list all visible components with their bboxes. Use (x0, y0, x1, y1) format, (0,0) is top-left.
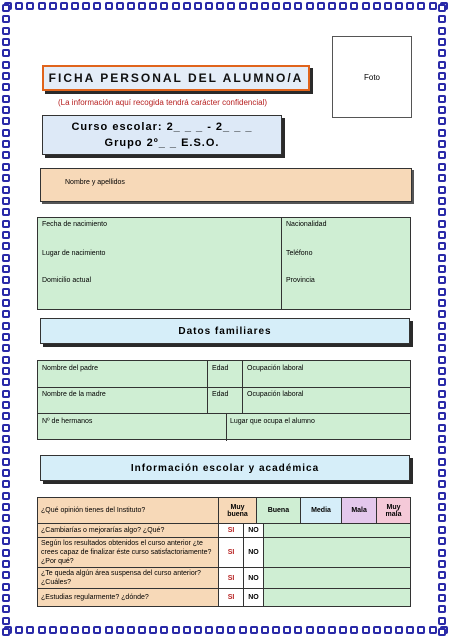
ring-mark (2, 492, 10, 500)
answer-field[interactable] (264, 524, 411, 538)
birth-place-field[interactable]: Lugar de nacimiento (42, 250, 106, 257)
ring-mark (2, 412, 10, 420)
ring-mark (216, 626, 224, 634)
ring-mark (26, 626, 34, 634)
confidential-note: (La información aquí recogida tendrá carácter confidencial) (58, 98, 268, 107)
ring-mark (438, 492, 446, 500)
family-data-box (37, 360, 411, 440)
ring-mark (2, 117, 10, 125)
ring-mark (438, 367, 446, 375)
ring-mark (82, 2, 90, 10)
ring-mark (60, 2, 68, 10)
ring-mark (438, 174, 446, 182)
question-finish-course: Según los resultados obtenidos el curso anterior ¿te crees capaz de finalizar éste curso satisfactoriamente? ¿Por qué? (38, 538, 219, 568)
ring-mark (15, 2, 23, 10)
ring-mark (438, 242, 446, 250)
yes-option[interactable]: SI (219, 589, 244, 607)
ring-mark (406, 626, 414, 634)
answer-field[interactable] (264, 589, 411, 607)
ring-mark (2, 514, 10, 522)
course-group: Grupo 2º_ _ E.S.O. (104, 137, 220, 149)
ring-mark (339, 626, 347, 634)
ring-mark (438, 288, 446, 296)
ring-mark (105, 626, 113, 634)
ring-mark (438, 220, 446, 228)
ring-mark (294, 626, 302, 634)
ring-mark (438, 163, 446, 171)
ring-mark (172, 2, 180, 10)
ring-mark (26, 2, 34, 10)
ring-mark (339, 2, 347, 10)
column-divider (207, 361, 208, 413)
ring-mark (2, 594, 10, 602)
ring-mark (438, 322, 446, 330)
ring-mark (438, 458, 446, 466)
ring-mark (160, 626, 168, 634)
ring-mark (438, 61, 446, 69)
option-buena[interactable]: Buena (257, 498, 301, 524)
ring-mark (116, 626, 124, 634)
ring-mark (2, 197, 10, 205)
ring-mark (2, 106, 10, 114)
ring-mark (2, 526, 10, 534)
row-divider (38, 387, 410, 388)
ring-mark (417, 2, 425, 10)
ring-mark (2, 469, 10, 477)
ring-mark (2, 15, 10, 23)
ring-mark (116, 2, 124, 10)
ring-mark (261, 2, 269, 10)
ring-mark (438, 469, 446, 477)
ring-mark (183, 2, 191, 10)
ring-mark (438, 15, 446, 23)
option-media[interactable]: Media (300, 498, 341, 524)
ring-mark (395, 2, 403, 10)
option-mala[interactable]: Mala (342, 498, 377, 524)
ring-mark (438, 197, 446, 205)
ring-mark (438, 583, 446, 591)
ring-mark (328, 626, 336, 634)
ring-mark (38, 2, 46, 10)
ring-mark (2, 571, 10, 579)
personal-data-box (37, 217, 411, 310)
column-divider (242, 361, 243, 413)
ring-mark (438, 117, 446, 125)
yes-option[interactable]: SI (219, 538, 244, 568)
ring-mark (272, 2, 280, 10)
ring-mark (2, 356, 10, 364)
ring-mark (2, 480, 10, 488)
ring-mark (2, 424, 10, 432)
ring-mark (438, 390, 446, 398)
ring-mark (438, 151, 446, 159)
ring-mark (138, 626, 146, 634)
question-opinion: ¿Qué opinión tienes del Instituto? (38, 498, 219, 524)
ring-mark (438, 27, 446, 35)
ring-mark (160, 2, 168, 10)
left-ring-border (2, 0, 14, 640)
question-failed-subjects: ¿Te queda algún área suspensa del curso anterior? ¿Cuáles? (38, 568, 219, 589)
ring-mark (306, 2, 314, 10)
ring-mark (49, 2, 57, 10)
ring-mark (438, 424, 446, 432)
answer-field[interactable] (264, 568, 411, 589)
ring-mark (2, 61, 10, 69)
father-job-field[interactable]: Ocupación laboral (247, 365, 304, 372)
ring-mark (429, 626, 437, 634)
ring-mark (438, 254, 446, 262)
ring-mark (438, 435, 446, 443)
ring-mark (2, 537, 10, 545)
table-row (38, 568, 411, 589)
ring-mark (294, 2, 302, 10)
ring-mark (2, 129, 10, 137)
ring-mark (438, 356, 446, 364)
ring-mark (438, 378, 446, 386)
school-header: Información escolar y académica (40, 455, 410, 481)
column-divider (281, 218, 282, 309)
ring-mark (438, 571, 446, 579)
ring-mark (71, 2, 79, 10)
ring-mark (438, 310, 446, 318)
ring-mark (149, 626, 157, 634)
ring-mark (350, 626, 358, 634)
name-field[interactable] (40, 168, 412, 202)
ring-mark (2, 310, 10, 318)
table-row (38, 524, 411, 538)
answer-field[interactable] (264, 538, 411, 568)
ring-mark (2, 333, 10, 341)
ring-mark (250, 626, 258, 634)
birth-date-field[interactable]: Fecha de nacimiento (42, 221, 107, 228)
ring-mark (283, 626, 291, 634)
ring-mark (138, 2, 146, 10)
ring-mark (438, 344, 446, 352)
ring-mark (438, 514, 446, 522)
ring-mark (384, 2, 392, 10)
ring-mark (60, 626, 68, 634)
ring-mark (105, 2, 113, 10)
row-divider (38, 413, 410, 414)
ring-mark (373, 2, 381, 10)
ring-mark (149, 2, 157, 10)
ring-mark (438, 560, 446, 568)
mother-name-field[interactable]: Nombre de la madre (42, 391, 106, 398)
no-option[interactable]: NO (244, 568, 264, 589)
ring-mark (2, 49, 10, 57)
ring-mark (350, 2, 358, 10)
ring-mark (417, 626, 425, 634)
ring-mark (438, 605, 446, 613)
ring-mark (438, 265, 446, 273)
course-box (42, 115, 282, 155)
ring-mark (2, 254, 10, 262)
yes-no-questions-table (37, 523, 411, 607)
ring-mark (2, 344, 10, 352)
name-label: Nombre y apellidos (65, 179, 125, 186)
ring-mark (2, 276, 10, 284)
column-divider (226, 413, 227, 441)
ring-mark (384, 626, 392, 634)
mother-age-field[interactable]: Edad (212, 391, 229, 398)
form-title: FICHA PERSONAL DEL ALUMNO/A (42, 65, 310, 91)
ring-mark (438, 231, 446, 239)
no-option[interactable]: NO (244, 589, 264, 607)
father-name-field[interactable]: Nombre del padre (42, 365, 99, 372)
ring-mark (2, 27, 10, 35)
ring-mark (362, 2, 370, 10)
ring-mark (93, 2, 101, 10)
ring-mark (239, 626, 247, 634)
ring-mark (172, 626, 180, 634)
ring-mark (272, 626, 280, 634)
ring-mark (438, 106, 446, 114)
ring-mark (2, 174, 10, 182)
ring-mark (438, 549, 446, 557)
no-option[interactable]: NO (244, 524, 264, 538)
ring-mark (438, 412, 446, 420)
ring-mark (205, 2, 213, 10)
question-study-regularly: ¿Estudias regularmente? ¿dónde? (38, 589, 219, 607)
ring-mark (194, 626, 202, 634)
ring-mark (438, 140, 446, 148)
ring-mark (2, 4, 10, 12)
ring-mark (2, 435, 10, 443)
ring-mark (2, 208, 10, 216)
ring-mark (2, 265, 10, 273)
ring-mark (438, 594, 446, 602)
father-age-field[interactable]: Edad (212, 365, 229, 372)
ring-mark (183, 626, 191, 634)
ring-mark (2, 242, 10, 250)
ring-mark (429, 2, 437, 10)
no-option[interactable]: NO (244, 538, 264, 568)
ring-mark (2, 446, 10, 454)
ring-mark (317, 2, 325, 10)
ring-mark (38, 626, 46, 634)
ring-mark (2, 378, 10, 386)
ring-mark (2, 322, 10, 330)
ring-mark (261, 626, 269, 634)
table-row (38, 589, 411, 607)
ring-mark (2, 220, 10, 228)
course-year: Curso escolar: 2_ _ _ - 2_ _ _ (71, 121, 253, 133)
ring-mark (216, 2, 224, 10)
ring-mark (2, 151, 10, 159)
nationality-field[interactable]: Nacionalidad (286, 221, 327, 228)
ring-mark (2, 390, 10, 398)
ring-mark (438, 333, 446, 341)
ring-mark (283, 2, 291, 10)
ring-mark (2, 549, 10, 557)
ring-mark (406, 2, 414, 10)
ring-mark (194, 2, 202, 10)
ring-mark (2, 560, 10, 568)
ring-mark (2, 163, 10, 171)
ring-mark (227, 2, 235, 10)
ring-mark (49, 626, 57, 634)
ring-mark (438, 129, 446, 137)
sibling-position-field[interactable]: Lugar que ocupa el alumno (230, 418, 315, 425)
ring-mark (82, 626, 90, 634)
ring-mark (438, 4, 446, 12)
school-questions-table (37, 497, 411, 524)
phone-field[interactable]: Teléfono (286, 250, 313, 257)
province-field[interactable]: Provincia (286, 277, 315, 284)
table-row (38, 538, 411, 568)
ring-mark (438, 72, 446, 80)
ring-mark (328, 2, 336, 10)
mother-job-field[interactable]: Ocupación laboral (247, 391, 304, 398)
ring-mark (239, 2, 247, 10)
table-row (38, 498, 411, 524)
ring-mark (93, 626, 101, 634)
ring-mark (2, 628, 10, 636)
photo-label: Foto (363, 72, 380, 82)
ring-mark (317, 626, 325, 634)
option-muy-buena[interactable]: Muy buena (219, 498, 257, 524)
ring-mark (438, 38, 446, 46)
photo-box[interactable] (332, 36, 412, 118)
ring-mark (362, 626, 370, 634)
question-improve: ¿Cambiarías o mejorarías algo? ¿Qué? (38, 524, 219, 538)
option-muy-mala[interactable]: Muy mala (377, 498, 411, 524)
ring-mark (2, 288, 10, 296)
siblings-field[interactable]: Nº de hermanos (42, 418, 93, 425)
ring-mark (127, 2, 135, 10)
ring-mark (2, 605, 10, 613)
ring-mark (227, 626, 235, 634)
ring-mark (438, 617, 446, 625)
ring-mark (2, 503, 10, 511)
ring-mark (15, 626, 23, 634)
ring-mark (2, 367, 10, 375)
right-ring-border (438, 0, 450, 640)
top-ring-border (0, 2, 452, 14)
ring-mark (2, 458, 10, 466)
ring-mark (2, 401, 10, 409)
yes-option[interactable]: SI (219, 568, 244, 589)
ring-mark (438, 299, 446, 307)
ring-mark (438, 503, 446, 511)
ring-mark (2, 186, 10, 194)
ring-mark (250, 2, 258, 10)
ring-mark (438, 537, 446, 545)
ring-mark (306, 626, 314, 634)
family-header: Datos familiares (40, 318, 410, 344)
ring-mark (2, 140, 10, 148)
ring-mark (438, 186, 446, 194)
ring-mark (395, 626, 403, 634)
ring-mark (2, 38, 10, 46)
ring-mark (438, 526, 446, 534)
ring-mark (2, 72, 10, 80)
ring-mark (2, 231, 10, 239)
ring-mark (438, 401, 446, 409)
address-field[interactable]: Domicilio actual (42, 277, 92, 284)
ring-mark (2, 299, 10, 307)
ring-mark (438, 95, 446, 103)
ring-mark (205, 626, 213, 634)
ring-mark (127, 626, 135, 634)
ring-mark (2, 617, 10, 625)
ring-mark (438, 446, 446, 454)
ring-mark (438, 276, 446, 284)
ring-mark (438, 628, 446, 636)
ring-mark (2, 83, 10, 91)
ring-mark (2, 583, 10, 591)
ring-mark (438, 208, 446, 216)
bottom-ring-border (0, 626, 452, 638)
ring-mark (2, 95, 10, 103)
ring-mark (373, 626, 381, 634)
ring-mark (438, 83, 446, 91)
ring-mark (71, 626, 79, 634)
ring-mark (438, 49, 446, 57)
yes-option[interactable]: SI (219, 524, 244, 538)
ring-mark (438, 480, 446, 488)
